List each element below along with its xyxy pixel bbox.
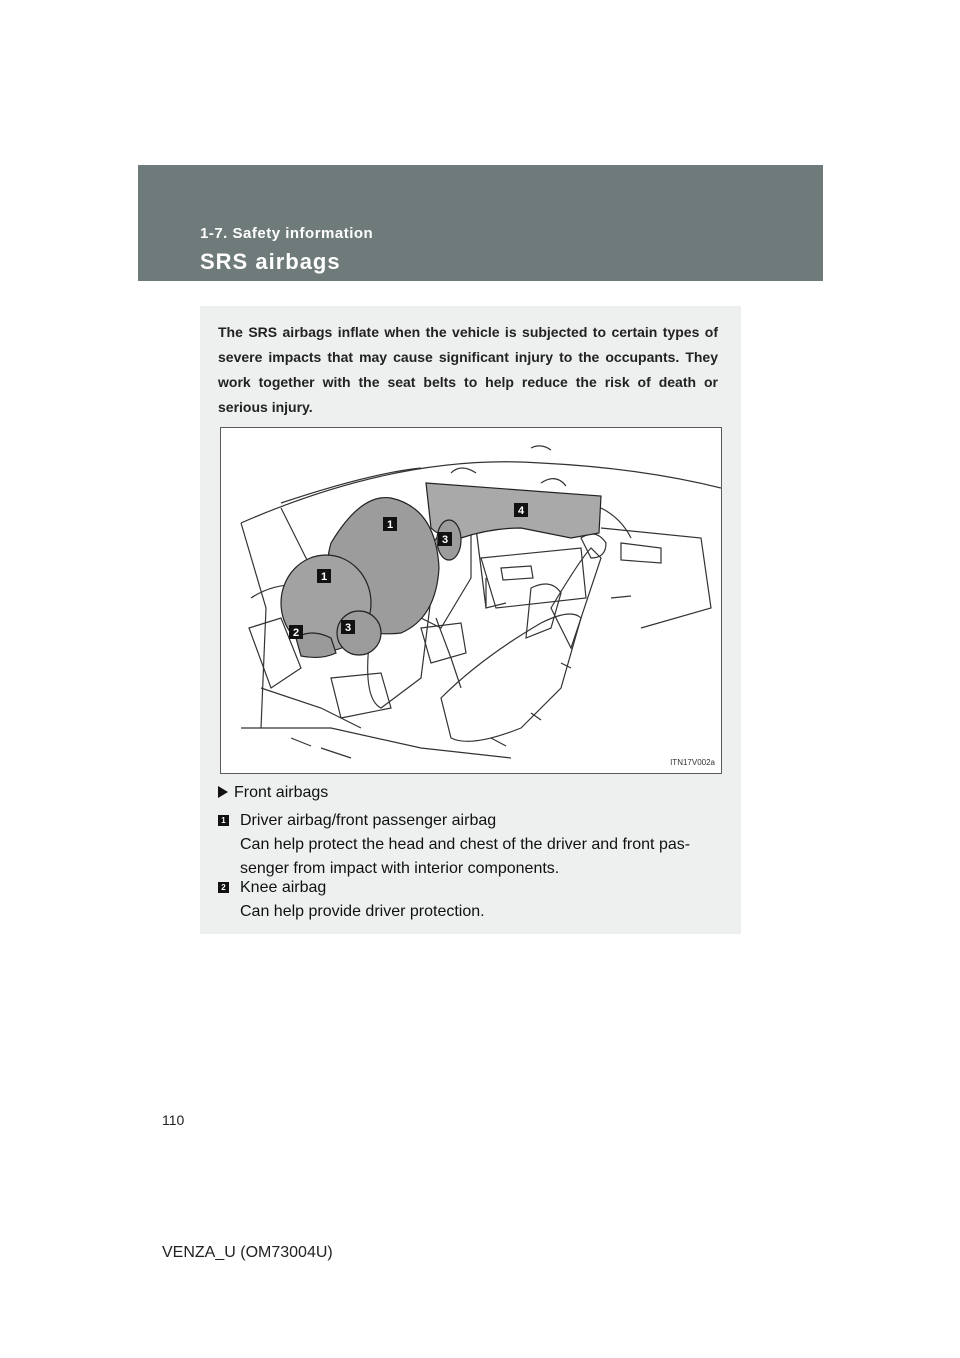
item-title: Knee airbag: [240, 879, 327, 896]
content-box: [200, 306, 741, 934]
list-item: [218, 876, 738, 924]
header-band: [138, 165, 823, 281]
car-interior-drawing: [221, 428, 721, 773]
triangle-bullet-icon: [218, 786, 228, 798]
list-heading: [218, 784, 328, 802]
page-title: SRS airbags: [200, 249, 341, 274]
callout-1-upper: 1: [386, 519, 394, 531]
callout-1-lower: 1: [320, 571, 328, 583]
item-desc-line: Can help provide driver protection.: [240, 903, 485, 920]
callout-3-upper: 3: [441, 534, 449, 546]
callout-4: 4: [517, 505, 525, 517]
page-number: 110: [162, 1112, 185, 1128]
intro-text: The SRS airbags inflate when the vehicle is subjected to certain types of severe impacts that may cause significant injury to the occupants. They work together with the seat belts to help reduce the risk of death or serious injury.: [218, 324, 718, 415]
item-title: Driver airbag/front passenger airbag: [240, 812, 497, 829]
item-desc-line: senger from impact with interior components.: [240, 860, 560, 877]
callout-3-lower: 3: [344, 622, 352, 634]
number-marker-icon: 1: [218, 815, 229, 826]
list-item: [218, 809, 738, 881]
model-code: VENZA_U (OM73004U): [162, 1244, 333, 1261]
item-desc-line: Can help protect the head and chest of the driver and front pas-: [240, 836, 691, 853]
section-label: 1-7. Safety information: [200, 225, 374, 242]
callout-2: 2: [292, 627, 300, 639]
number-marker-icon: 2: [218, 882, 229, 893]
figure-code: ITN17V002a: [670, 758, 715, 767]
list-heading-text: Front airbags: [234, 784, 329, 801]
airbag-illustration: [220, 427, 722, 774]
